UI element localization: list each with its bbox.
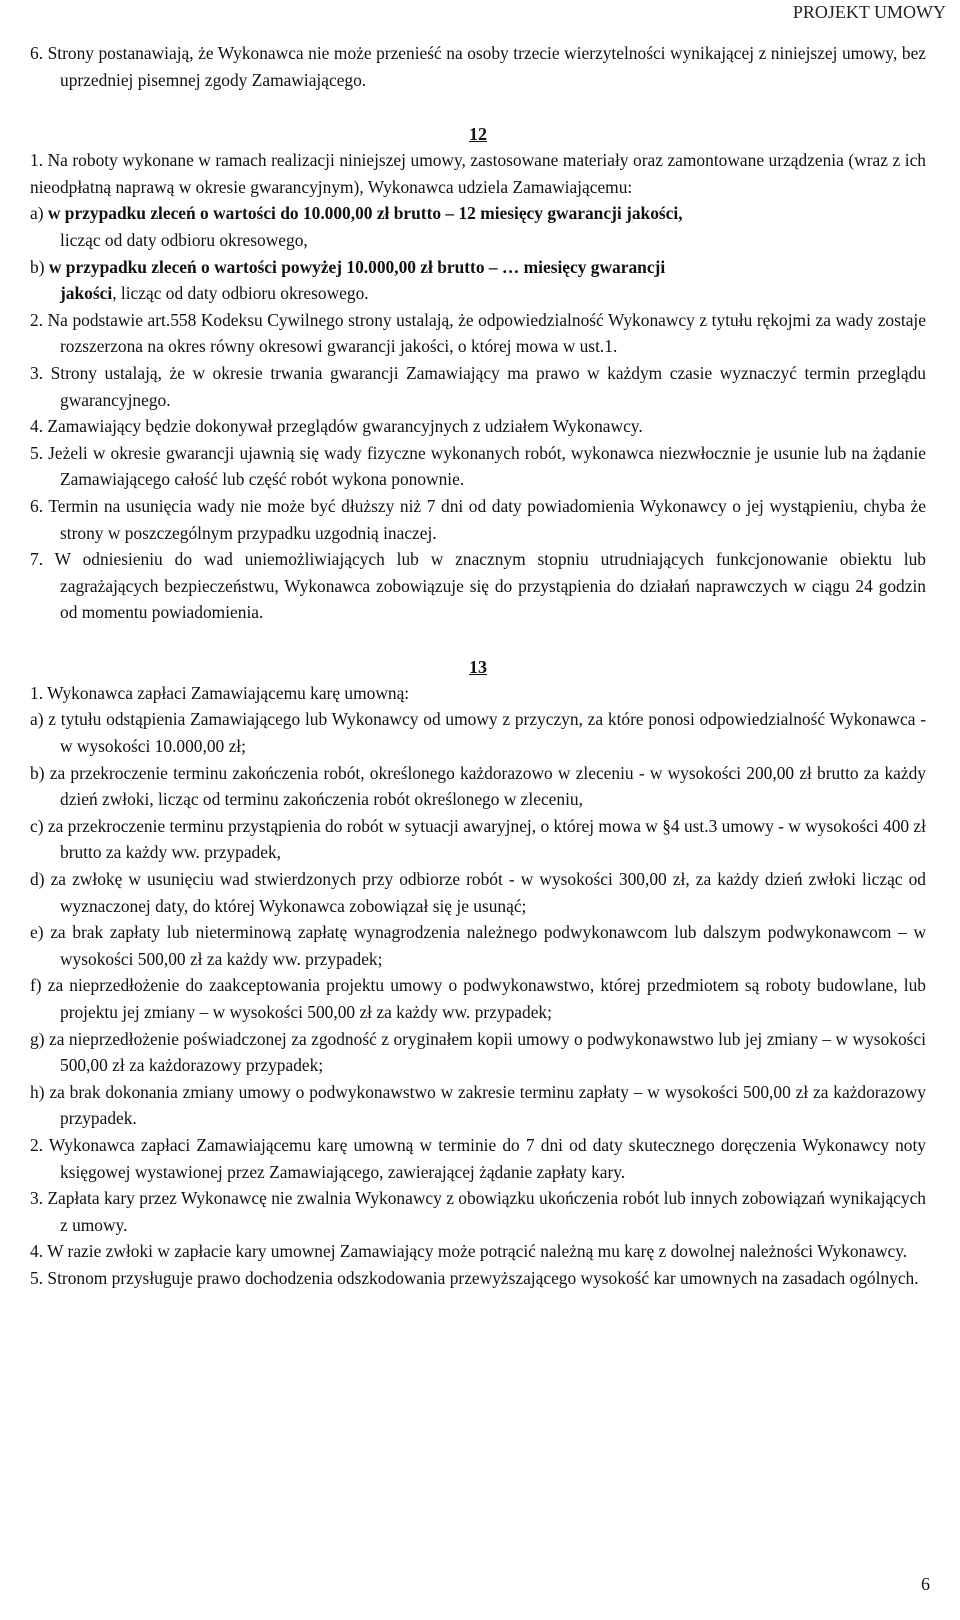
clause-item	[30, 813, 926, 866]
clause-item	[30, 360, 926, 413]
clause-number: e)	[30, 922, 44, 943]
clause-item	[30, 972, 926, 1025]
sub-bold-text: w przypadku zleceń o wartości do 10.000,00 zł brutto – 12 miesięcy gwarancji jakości,	[47, 203, 683, 224]
s12-clause-list	[30, 307, 926, 626]
clause-number: 2.	[30, 1134, 44, 1155]
clause-number: 7.	[30, 549, 44, 570]
section-heading-12: 12	[469, 124, 487, 145]
clause-text: Stronom przysługuje prawo dochodzenia odszkodowania przewyższającego wysokość kar umownych na zasadach ogólnych.	[47, 1267, 919, 1288]
clause-item	[30, 1265, 926, 1292]
clause-number: d)	[30, 869, 45, 890]
section-heading-13: 13	[469, 656, 487, 677]
clause-number: 3.	[30, 362, 44, 383]
clause-number: 5.	[30, 1267, 44, 1288]
clause-number: c)	[30, 815, 44, 836]
clause-number: 2.	[30, 309, 44, 330]
sub-bold-text-2: jakości	[60, 283, 113, 304]
clause-text: Na podstawie art.558 Kodeksu Cywilnego strony ustalają, że odpowiedzialność Wykonawcy z tytułu rękojmi za wady zostaje rozszerzona na okres równy okresowi gwarancji jakości, o której mowa w ust.1.	[47, 309, 926, 357]
clause-text: Strony postanawiają, że Wykonawca nie może przenieść na osoby trzecie wierzytelności wynikającej z niniejszej umowy, bez uprzedniej pisemnej zgody Zamawiającego.	[47, 43, 927, 90]
clause-item	[30, 760, 926, 813]
clause-item	[30, 493, 926, 546]
clause-item	[30, 413, 926, 440]
clause-text: Termin na usunięcia wady nie może być dłuższy niż 7 dni od daty powiadomienia Wykonawcy o jej wystąpieniu, chyba że strony w poszczególnym przypadku uzgodnią inaczej.	[48, 495, 926, 543]
s12-sub-b	[30, 254, 926, 307]
clause-number: 4.	[30, 416, 44, 437]
clause-item	[30, 1026, 926, 1079]
clause-text: Zapłata kary przez Wykonawcę nie zwalnia Wykonawcy z obowiązku ukończenia robót lub innych zobowiązań wynikających z umowy.	[47, 1188, 926, 1235]
clause-number: b)	[30, 762, 45, 783]
clause-text: Wykonawca zapłaci Zamawiającemu karę umowną:	[47, 682, 410, 703]
clause-number: 5.	[30, 442, 44, 463]
clause-number: h)	[30, 1081, 45, 1102]
clause-text: Zamawiający będzie dokonywał przeglądów gwarancyjnych z udziałem Wykonawcy.	[47, 416, 643, 437]
clause-item	[30, 919, 926, 972]
clause-item	[30, 440, 926, 493]
clause-text: za brak zapłaty lub nieterminową zapłatę wynagrodzenia należnego podwykonawcom lub dalszym podwykonawcom – w wysokości 500,00 zł za każdy ww. przypadek;	[50, 922, 927, 969]
document-header: PROJEKT UMOWY	[792, 2, 946, 22]
clause-text: Wykonawca zapłaci Zamawiającemu karę umowną w terminie do 7 dni od daty skutecznego doręczenia Wykonawcy noty księgowej wystawionej przez Zamawiającego, zawierającej żądanie zapłaty kary.	[48, 1134, 926, 1182]
clause-text: Strony ustalają, że w okresie trwania gwarancji Zamawiający ma prawo w każdym czasie wyznaczyć termin przeglądu gwarancyjnego.	[50, 362, 926, 410]
sub-label: a)	[30, 203, 44, 224]
clause-item	[30, 546, 926, 626]
clause-text: z tytułu odstąpienia Zamawiającego lub Wykonawcy od umowy z przyczyn, za które ponosi odpowiedzialność Wykonawca - w wysokości 10.000,00 zł;	[48, 709, 926, 757]
sub-label: b)	[30, 256, 45, 277]
clause-number: f)	[30, 975, 42, 996]
clause-text: Jeżeli w okresie gwarancji ujawnią się wady fizyczne wykonanych robót, wykonawca niezwłocznie je usunie lub na żądanie Zamawiającego całość lub część robót wykona ponownie.	[48, 442, 926, 490]
sub-rest: licząc od daty odbioru okresowego,	[60, 229, 308, 250]
page-number: 6	[921, 1574, 930, 1595]
clause-text: W razie zwłoki w zapłacie kary umownej Zamawiający może potrącić należną mu karę z dowolnej należności Wykonawcy.	[47, 1241, 908, 1262]
clause-text: za nieprzedłożenie do zaakceptowania projektu umowy o podwykonawstwo, której przedmiotem są roboty budowlane, lub projektu jej zmiany – w wysokości 500,00 zł za każdy ww. przypadek;	[47, 975, 926, 1022]
clause-text: za brak dokonania zmiany umowy o podwykonawstwo w zakresie terminu zapłaty – w wysokości 500,00 zł za każdorazowy przypadek.	[49, 1081, 926, 1129]
sub-rest	[30, 280, 926, 307]
sub-rest-text: , licząc od daty odbioru okresowego.	[112, 283, 369, 304]
s12-sub-a	[30, 200, 926, 253]
s13-clause-list	[30, 1132, 926, 1292]
clause-item	[30, 1079, 926, 1132]
sub-bold-text: w przypadku zleceń o wartości powyżej 10.000,00 zł brutto – … miesięcy gwarancji	[48, 256, 666, 277]
clause-text: za przekroczenie terminu przystąpienia do robót w sytuacji awaryjnej, o której mowa w §4 ust.3 umowy - w wysokości 400 zł brutto za każdy ww. przypadek,	[47, 815, 926, 863]
clause-item	[30, 706, 926, 759]
s12-clause-1	[30, 147, 926, 307]
clause-number: 3.	[30, 1188, 44, 1209]
s13-sub-list	[30, 706, 926, 1132]
clause-text: za nieprzedłożenie poświadczonej za zgodność z oryginałem kopii umowy o podwykonawstwo lub jej zmiany – w wysokości 500,00 zł za każdorazowy przypadek;	[48, 1028, 926, 1076]
clause-item	[30, 866, 926, 919]
s13-clause-1	[30, 680, 926, 707]
clause-text: Na roboty wykonane w ramach realizacji niniejszej umowy, zastosowane materiały oraz zamontowane urządzenia (wraz z ich nieodpłatną naprawą w okresie gwarancyjnym), Wykonawca udziela Zamawiającemu:	[30, 150, 926, 197]
clause-6	[30, 40, 926, 93]
clause-number: a)	[30, 709, 44, 730]
clause-number: g)	[30, 1028, 45, 1049]
clause-number: 6.	[30, 495, 44, 516]
clause-number: 6.	[30, 43, 44, 63]
clause-item	[30, 1185, 926, 1238]
clause-item	[30, 1132, 926, 1185]
clause-item	[30, 1238, 926, 1265]
clause-number: 1.	[30, 682, 44, 703]
clause-text: za zwłokę w usunięciu wad stwierdzonych przy odbiorze robót - w wysokości 300,00 zł, za każdy dzień zwłoki licząc od wyznaczonej daty, do której Wykonawca zobowiązał się je usunąć;	[50, 869, 926, 916]
clause-number: 4.	[30, 1241, 44, 1262]
clause-item	[30, 307, 926, 360]
clause-number: 1.	[30, 150, 44, 171]
document-body	[30, 40, 926, 1292]
clause-text: za przekroczenie terminu zakończenia robót, określonego każdorazowo w zleceniu - w wysokości 200,00 zł brutto za każdy dzień zwłoki, licząc od terminu zakończenia robót określonego w zleceniu,	[49, 762, 926, 810]
clause-text: W odniesieniu do wad uniemożliwiających lub w znacznym stopniu utrudniających funkcjonowanie obiektu lub zagrażających bezpieczeństwu, Wykonawca zobowiązuje się do przystąpienia do działań naprawczych w ciągu 24 godzin od momentu powiadomienia.	[54, 549, 926, 623]
